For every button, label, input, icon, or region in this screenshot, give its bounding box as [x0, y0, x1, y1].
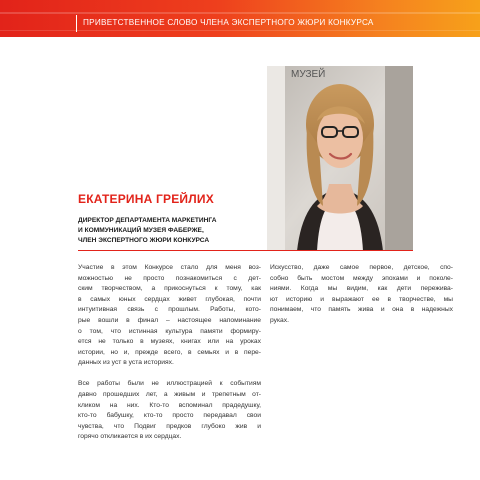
text-line: ют историю и выражают ее в творчестве, мы: [270, 295, 453, 303]
text-line: понимаем, что память жива и она в надежных: [270, 306, 453, 314]
text-line: в самых юных сердцах живет глубокая, почти: [78, 295, 261, 303]
header-stripe-lower: [0, 30, 480, 31]
text-line: давно прошедших лет, а живым и трепетным от-: [78, 391, 261, 399]
text-line: собно быть мостом между эпохами и поколе-: [270, 274, 453, 282]
paragraph: [270, 263, 453, 327]
header-title: ПРИВЕТСТВЕННОЕ СЛОВО ЧЛЕНА ЭКСПЕРТНОГО ЖЮРИ КОНКУРСА: [83, 18, 374, 27]
text-line: рые вошли в финал – настоящее напоминание: [78, 316, 261, 324]
text-line: чувства, что Подвиг предков глубоко жив и: [78, 422, 261, 430]
text-line: Искусство, даже самое первое, детское, спо-: [270, 264, 453, 271]
portrait-photo: [267, 66, 413, 251]
text-line: о том, что истинная культура памяти формиру-: [78, 327, 261, 335]
divider-rule: [78, 250, 413, 251]
person-name: ЕКАТЕРИНА ГРЕЙЛИХ: [78, 192, 214, 206]
role-line: И КОММУНИКАЦИЙ МУЗЕЯ ФАБЕРЖЕ,: [78, 227, 204, 234]
paragraph: [78, 263, 261, 369]
text-line: руках.: [270, 316, 289, 324]
text-line: интуитивная связь с прошлым. Работы, кото-: [78, 306, 261, 314]
text-line: горячо откликается в их сердцах.: [78, 433, 182, 441]
role-line: ДИРЕКТОР ДЕПАРТАМЕНТА МАРКЕТИНГА: [78, 217, 217, 224]
body-column-right: [270, 263, 453, 327]
text-line: можностью не просто познакомиться с дет-: [78, 274, 261, 282]
header-marker: [76, 15, 77, 32]
text-line: Участие в этом Конкурсе стало для меня воз-: [78, 264, 261, 271]
text-line: истории, но и, прежде всего, в семьях и в пере-: [78, 348, 261, 356]
paragraph: [78, 379, 261, 443]
person-role: [78, 216, 268, 246]
text-line: Все работы были не иллюстрацией к событиям: [78, 380, 261, 388]
text-line: ется не только в музеях, книгах или на уроках: [78, 338, 261, 346]
text-line: ским творчеством, а прикоснуться к тому, как: [78, 285, 261, 293]
sign-text: МУЗЕЙ: [291, 69, 326, 80]
header-stripe: [0, 12, 480, 14]
text-line: ниями. Когда мы видим, как дети пережива-: [270, 285, 453, 293]
body-column-left: [78, 263, 261, 443]
role-line: ЧЛЕН ЭКСПЕРТНОГО ЖЮРИ КОНКУРСА: [78, 237, 210, 244]
text-line: данных из уст в уста историях.: [78, 359, 174, 367]
text-line: кто-то бабушку, кто-то просто передавал свои: [78, 412, 261, 420]
text-line: кликом на них. Кто-то вспоминал прадедушку,: [78, 401, 261, 409]
